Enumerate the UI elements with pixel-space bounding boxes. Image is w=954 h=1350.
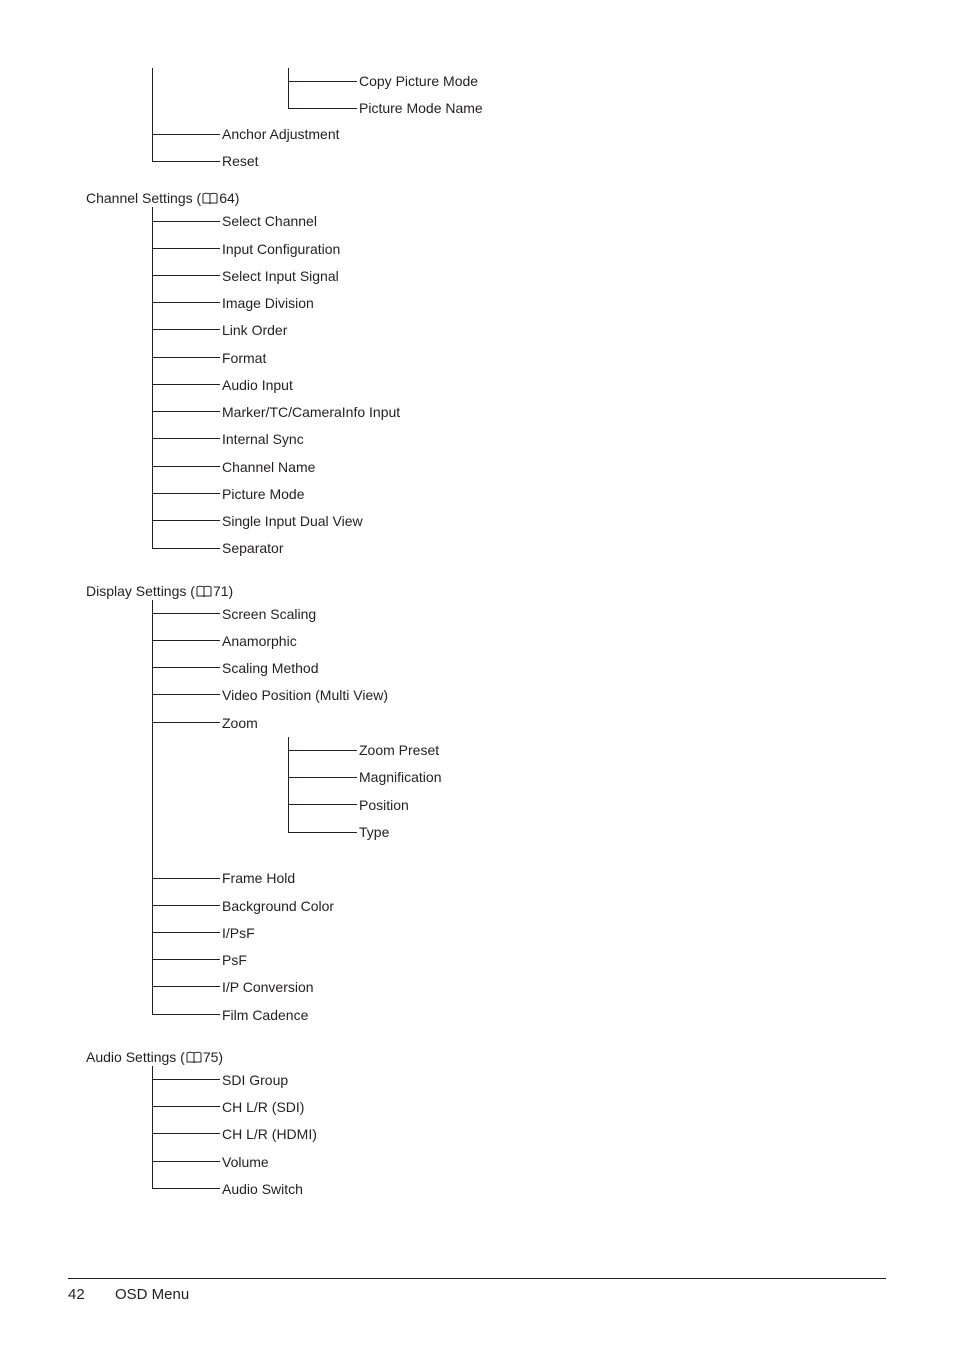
menu-item-marker-tc-camerainfo-input: Marker/TC/CameraInfo Input	[222, 404, 401, 420]
menu-item-audio-switch: Audio Switch	[222, 1181, 303, 1197]
menu-item-format: Format	[222, 350, 267, 366]
tree-connector	[152, 986, 220, 987]
book-icon	[186, 1051, 202, 1063]
tree-connector	[288, 81, 357, 82]
section-title-display-settings: Display Settings ( 71)	[86, 583, 234, 599]
tree-connector	[152, 1014, 220, 1015]
book-icon	[202, 192, 218, 204]
tree-connector	[152, 640, 220, 641]
book-icon	[196, 585, 212, 597]
menu-item-select-input-signal: Select Input Signal	[222, 268, 339, 284]
tree-connector	[288, 832, 357, 833]
menu-item-background-color: Background Color	[222, 898, 335, 914]
tree-connector	[152, 1079, 220, 1080]
tree-connector	[152, 466, 220, 467]
tree-connector	[152, 384, 220, 385]
menu-item-image-division: Image Division	[222, 295, 314, 311]
menu-item-ch-lr-hdmi: CH L/R (HDMI)	[222, 1126, 317, 1142]
tree-connector	[152, 520, 220, 521]
menu-item-video-position: Video Position (Multi View)	[222, 687, 389, 703]
tree-connector	[152, 1161, 220, 1162]
menu-item-zoom: Zoom	[222, 715, 258, 731]
menu-item-screen-scaling: Screen Scaling	[222, 606, 317, 622]
tree-branch-line	[152, 1066, 153, 1189]
tree-connector	[152, 275, 220, 276]
menu-item-anchor-adjustment: Anchor Adjustment	[222, 126, 340, 142]
tree-connector	[152, 493, 220, 494]
menu-item-picture-mode-name: Picture Mode Name	[359, 100, 483, 116]
tree-branch-line	[152, 68, 153, 161]
tree-connector	[152, 438, 220, 439]
footer-section-title: OSD Menu	[115, 1286, 190, 1303]
tree-connector	[152, 667, 220, 668]
tree-connector	[152, 134, 220, 135]
menu-item-sdi-group: SDI Group	[222, 1072, 289, 1088]
page-number: 42	[68, 1286, 85, 1303]
tree-connector	[288, 750, 357, 751]
menu-item-type: Type	[359, 824, 390, 840]
menu-item-i-psf: I/PsF	[222, 925, 255, 941]
tree-branch-line	[288, 68, 289, 108]
menu-item-audio-input: Audio Input	[222, 377, 293, 393]
tree-connector	[288, 804, 357, 805]
menu-item-volume: Volume	[222, 1154, 269, 1170]
tree-connector	[152, 357, 220, 358]
menu-item-scaling-method: Scaling Method	[222, 660, 319, 676]
menu-item-zoom-preset: Zoom Preset	[359, 742, 440, 758]
tree-connector	[152, 329, 220, 330]
menu-item-film-cadence: Film Cadence	[222, 1007, 309, 1023]
menu-item-picture-mode: Picture Mode	[222, 486, 305, 502]
menu-item-input-configuration: Input Configuration	[222, 241, 341, 257]
section-title-audio-settings: Audio Settings ( 75)	[86, 1049, 224, 1065]
tree-connector	[152, 694, 220, 695]
menu-item-anamorphic: Anamorphic	[222, 633, 297, 649]
tree-connector	[152, 411, 220, 412]
tree-connector	[152, 1106, 220, 1107]
menu-item-separator: Separator	[222, 540, 284, 556]
tree-connector	[152, 722, 220, 723]
menu-item-ch-lr-sdi: CH L/R (SDI)	[222, 1099, 305, 1115]
menu-item-channel-name: Channel Name	[222, 459, 316, 475]
menu-item-link-order: Link Order	[222, 322, 288, 338]
tree-connector	[152, 1133, 220, 1134]
menu-item-internal-sync: Internal Sync	[222, 431, 304, 447]
tree-connector	[152, 613, 220, 614]
tree-connector	[288, 108, 357, 109]
menu-item-i-p-conversion: I/P Conversion	[222, 979, 314, 995]
menu-item-select-channel: Select Channel	[222, 213, 317, 229]
menu-item-position: Position	[359, 797, 409, 813]
tree-branch-line	[152, 207, 153, 548]
tree-connector	[152, 932, 220, 933]
tree-connector	[152, 905, 220, 906]
menu-item-magnification: Magnification	[359, 769, 442, 785]
tree-connector	[152, 248, 220, 249]
tree-connector	[288, 777, 357, 778]
tree-connector	[152, 878, 220, 879]
tree-connector	[152, 548, 220, 549]
tree-branch-line	[152, 600, 153, 1015]
menu-item-single-input-dual-view: Single Input Dual View	[222, 513, 363, 529]
tree-branch-line	[288, 737, 289, 832]
menu-item-psf: PsF	[222, 952, 247, 968]
tree-connector	[152, 161, 220, 162]
tree-connector	[152, 221, 220, 222]
tree-connector	[152, 959, 220, 960]
menu-item-frame-hold: Frame Hold	[222, 870, 296, 886]
tree-connector	[152, 302, 220, 303]
menu-item-copy-picture-mode: Copy Picture Mode	[359, 73, 479, 89]
menu-item-reset: Reset	[222, 153, 259, 169]
footer-rule	[68, 1278, 886, 1279]
tree-connector	[152, 1188, 220, 1189]
section-title-channel-settings: Channel Settings ( 64)	[86, 190, 240, 206]
